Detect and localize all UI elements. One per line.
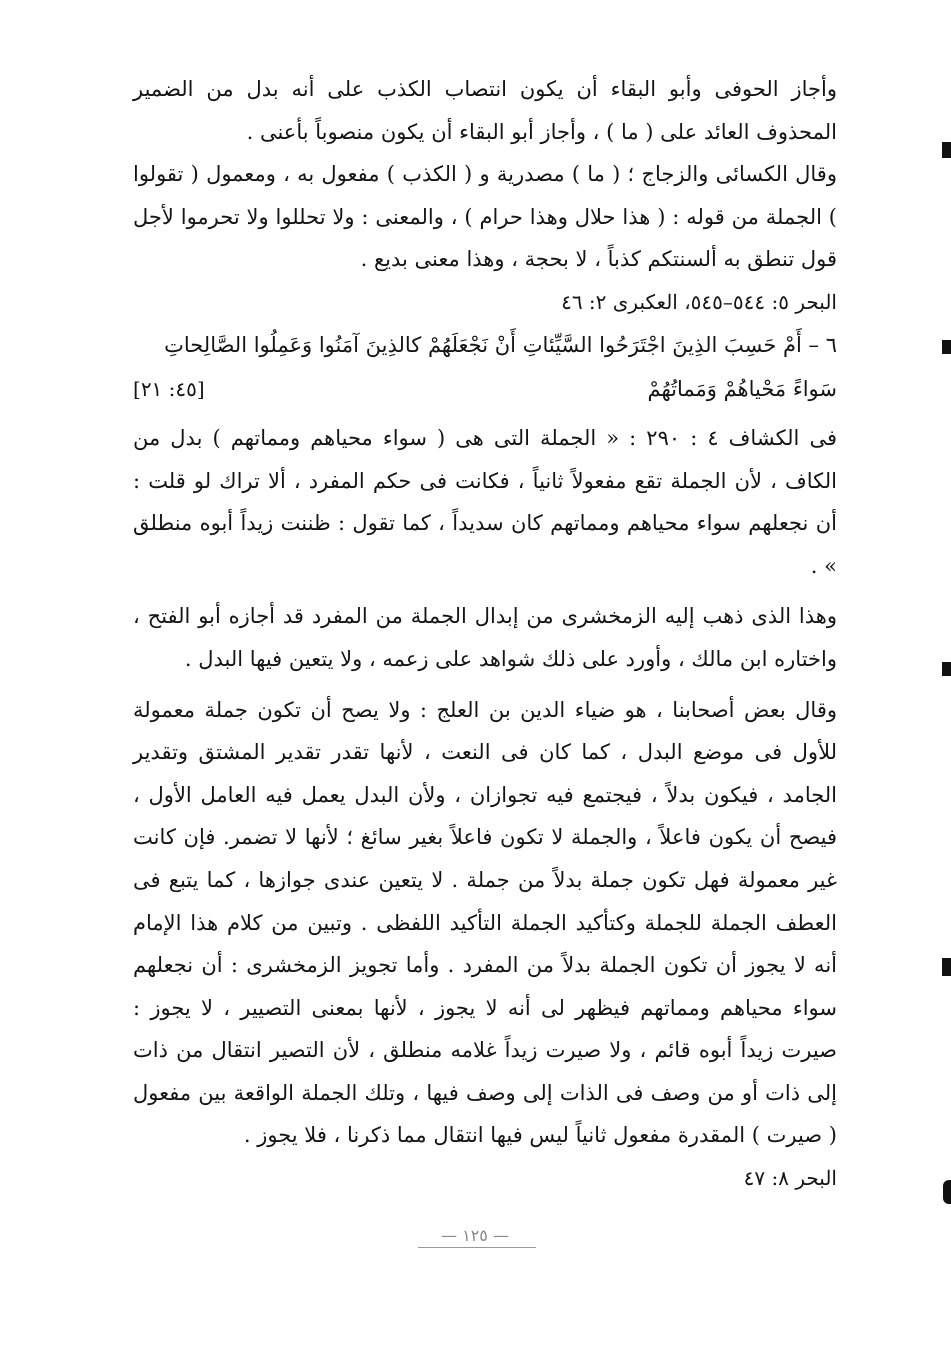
scan-edge-mark xyxy=(942,662,951,676)
page-number: — ١٢٥ — xyxy=(441,1226,509,1245)
reference-1: البحر ٥: ٥٤٤–٥٤٥، العكبرى ٢: ٤٦ xyxy=(561,289,837,314)
verse-line-1: ٦ – أَمْ حَسِبَ الذِينَ اجْتَرَحُوا السَّيِّئاتِ أَنْ نَجْعَلَهُمْ كالذِينَ آمَنُوا وَعَمِلُوا الصَّالِحاتِ xyxy=(164,332,837,357)
page-number-underline xyxy=(418,1247,536,1248)
paragraph-5: وقال بعض أصحابنا ، هو ضياء الدين بن العلج : ولا يصح أن تكون جملة معمولة للأول فى موضع البدل ، كما كان فى النعت ، لأنها تقدر تقدير المشتق وتقدير الجامد ، فيكون بدلاً ، فيجتمع فيه تجوازان ، ولأن البدل يعمل فيه العامل الأول ، فيصح أن يكون فاعلاً ، والجملة لا تكون فاعلاً بغير سائغ ؛ لأنها لا تضمر. فإن كانت غير معمولة فهل تكون جملة بدلاً من جملة . لا يتعين عندى جوازها ، كما يتبع فى العطف الجملة للجملة وكتأكيد الجملة التأكيد اللفظى . وتبين من كلام هذا الإمام أنه لا يجوز أن تكون الجملة بدلاً من المفرد . وأما تجويز الزمخشرى : أن نجعلهم سواء محياهم ومماتهم فيظهر لى أنه لا يجوز ، لأنها بمعنى التصيير ، لا يجوز : صيرت زيداً أبوه قائم ، ولا صيرت زيداً غلامه منطلق ، لأن التصير انتقال من ذات إلى ذات أو من وصف فى الذات إلى وصف فيها ، وتلك الجملة الواقعة بين مفعول ( صيرت ) المقدرة مفعول ثانياً ليس فيها انتقال مما ذكرنا ، فلا يجوز . xyxy=(133,697,838,1148)
scan-edge-mark xyxy=(943,1180,951,1204)
verse-line-2: سَواءً مَحْياهُمْ وَمَماتُهُمْ xyxy=(647,376,837,401)
verse-reference: [٤٥: ٢١] xyxy=(133,376,205,401)
scan-edge-mark xyxy=(942,340,951,354)
scan-edge-mark xyxy=(942,142,951,158)
paragraph-2: وقال الكسائى والزجاج ؛ ( ما ) مصدرية و ( الكذب ) مفعول به ، ومعمول ( تقولوا ) الجملة من قوله : ( هذا حلال وهذا حرام ) ، والمعنى : ولا تحللوا ولا تحرموا لأجل قول تنطق به ألسنتكم كذباً ، لا بحجة ، وهذا معنى بديع . xyxy=(133,162,837,272)
page-body xyxy=(133,68,837,1199)
verse-line-2-row xyxy=(133,367,837,411)
paragraph-3: فى الكشاف ٤ : ٢٩٠ : « الجملة التى هى ( سواء محياهم ومماتهم ) بدل من الكاف ، لأن الجملة تقع مفعولاً ثانياً ، فكانت فى حكم المفرد ، ألا تراك لو قلت : أن نجعلهم سواء محياهم ومماتهم كان سديداً ، كما تقول : ظننت زيداً أبوه منطلق » . xyxy=(133,425,837,578)
paragraph-1: وأجاز الحوفى وأبو البقاء أن يكون انتصاب الكذب على أنه بدل من الضمير المحذوف العائد على ( ما ) ، وأجاز أبو البقاء أن يكون منصوباً بأعنى . xyxy=(133,77,837,144)
paragraph-4: وهذا الذى ذهب إليه الزمخشرى من إبدال الجملة من المفرد قد أجازه أبو الفتح ، واختاره ابن مالك ، وأورد على ذلك شواهد على زعمه ، ولا يتعين فيها البدل . xyxy=(133,604,837,671)
reference-2: البحر ٨: ٤٧ xyxy=(743,1166,837,1191)
scan-edge-mark xyxy=(942,958,951,976)
